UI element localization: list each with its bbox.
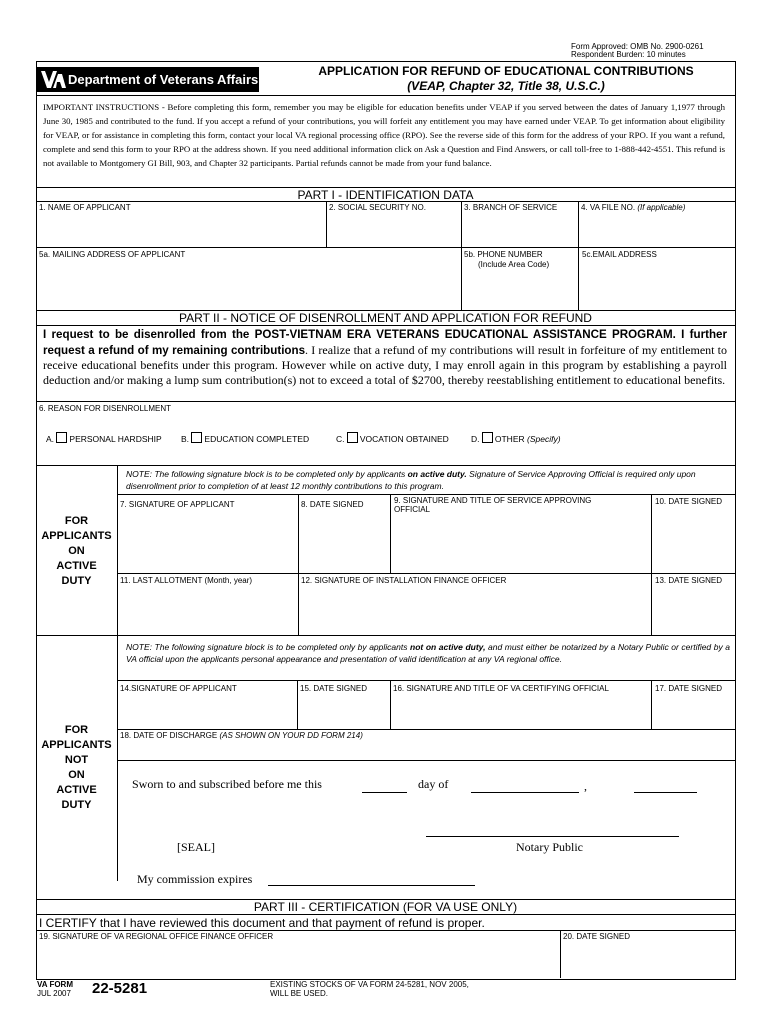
reason-for-disenrollment-label: 6. REASON FOR DISENROLLMENT [39, 404, 172, 413]
reason-option-a[interactable]: A. PERSONAL HARDSHIP [46, 434, 162, 444]
date-signed-8-field[interactable] [299, 510, 389, 572]
date-signed-20-label: 20. DATE SIGNED [563, 932, 630, 941]
checkbox-other[interactable] [482, 432, 493, 443]
sig-finance-officer-12-field[interactable] [299, 586, 650, 634]
last-allotment-11-field[interactable] [118, 586, 297, 634]
footer-stocks-2: WILL BE USED. [270, 989, 328, 998]
date-signed-15-label: 15. DATE SIGNED [300, 684, 367, 693]
form-subtitle: (VEAP, Chapter 32, Title 38, U.S.C.) [407, 79, 605, 93]
agency-name: Department of Veterans Affairs [68, 72, 259, 87]
phone-number-field[interactable] [462, 270, 577, 309]
sig-applicant-14-label: 14.SIGNATURE OF APPLICANT [120, 684, 237, 693]
footer-date: JUL 2007 [37, 989, 71, 998]
footer-va-form: VA FORM [37, 980, 73, 989]
part3-heading: PART III - CERTIFICATION (FOR VA USE ONLY) [253, 900, 518, 914]
date-signed-13-label: 13. DATE SIGNED [655, 576, 722, 585]
reason-option-d[interactable]: D. OTHER (Specify) [471, 434, 561, 444]
sig-va-certifying-16-field[interactable] [391, 694, 650, 728]
checkbox-personal-hardship[interactable] [56, 432, 67, 443]
last-allotment-11-label: 11. LAST ALLOTMENT (Month, year) [120, 576, 253, 585]
active-duty-side-label: FOR APPLICANTS ON ACTIVE DUTY [41, 515, 112, 587]
comma: , [584, 779, 587, 793]
date-signed-10-field[interactable] [652, 510, 734, 572]
reason-option-c[interactable]: C. VOCATION OBTAINED [336, 434, 449, 444]
commission-expires-label: My commission expires [137, 872, 253, 886]
reason-option-b[interactable]: B. EDUCATION COMPLETED [181, 434, 310, 444]
certify-statement: I CERTIFY that I have reviewed this document and that payment of refund is proper. [39, 916, 485, 930]
date-signed-15-field[interactable] [298, 694, 389, 728]
date-of-discharge-18-field[interactable] [118, 741, 734, 759]
branch-of-service-field[interactable] [462, 212, 577, 246]
date-of-discharge-18-label: 18. DATE OF DISCHARGE (AS SHOWN ON YOUR DD FORM 214) [120, 731, 363, 740]
part1-heading: PART I - IDENTIFICATION DATA [297, 188, 474, 202]
sig-applicant-7-field[interactable] [118, 510, 297, 572]
not-active-duty-side-label: FOR APPLICANTS NOT ON ACTIVE DUTY [41, 724, 112, 811]
day-of-label: day of [418, 777, 449, 791]
sig-service-official-9-field[interactable] [391, 516, 650, 572]
phone-number-label: 5b. PHONE NUMBER [464, 250, 543, 259]
sig-finance-officer-19-label: 19. SIGNATURE OF VA REGIONAL OFFICE FINANCE OFFICER [39, 932, 274, 941]
commission-expires-blank[interactable] [268, 885, 475, 886]
footer-stocks-1: EXISTING STOCKS OF VA FORM 24-5281, NOV 2005, [270, 980, 469, 989]
phone-number-note: (Include Area Code) [478, 260, 550, 269]
ssn-label: 2. SOCIAL SECURITY NO. [329, 203, 426, 212]
notary-signature-line[interactable] [426, 836, 679, 837]
date-signed-17-label: 17. DATE SIGNED [655, 684, 722, 693]
sworn-statement: Sworn to and subscribed before me this [132, 777, 322, 791]
checkbox-vocation-obtained[interactable] [347, 432, 358, 443]
sig-finance-officer-19-field[interactable] [37, 942, 559, 977]
seal-label: [SEAL] [177, 840, 215, 854]
sig-applicant-14-field[interactable] [118, 694, 296, 728]
checkbox-education-completed[interactable] [191, 432, 202, 443]
date-signed-20-field[interactable] [561, 942, 733, 977]
sig-finance-officer-12-label: 12. SIGNATURE OF INSTALLATION FINANCE OFFICER [301, 576, 507, 585]
email-address-field[interactable] [579, 260, 733, 309]
branch-of-service-label: 3. BRANCH OF SERVICE [464, 203, 558, 212]
respondent-burden: Respondent Burden: 10 minutes [571, 50, 686, 59]
active-duty-note: NOTE: The following signature block is to be completed only by applicants on active duty. Signature of Service Approving Official is required only upon disenrollment prior to completion of at least 12 monthly contributions to this program. [126, 469, 696, 491]
not-active-duty-note: NOTE: The following signature block is to be completed only by applicants not on active duty, and must either be notarized by a Notary Public or certified by a VA official upon the applicants personal appearance and presentation of valid identification at any VA regional office. [126, 642, 730, 664]
sworn-year-blank[interactable] [634, 792, 697, 793]
mailing-address-field[interactable] [37, 260, 459, 309]
notary-public-label: Notary Public [516, 840, 583, 854]
form-title: APPLICATION FOR REFUND OF EDUCATIONAL CONTRIBUTIONS [318, 64, 694, 78]
date-signed-8-label: 8. DATE SIGNED [301, 500, 364, 509]
date-signed-10-label: 10. DATE SIGNED [655, 497, 722, 506]
important-instructions: IMPORTANT INSTRUCTIONS - Before completing this form, remember you may be eligible for education benefits under VEAP if you served between the dates of January 1,1977 through June 30, 1985 and contributed to the fund. If you accept a refund of your contributions, you will forfeit any entitlement you may have earned under VEAP. To get information about eligibility for VEAP, or for assistance in completing this form, contact your local VA regional processing office (RPO). See the reverse side of this form for the address of your RPO. If you want a refund, complete and send this form to your RPO at the address shown. If you need additional information click on Ask a Question and Find Answers, or call toll-free to 1-888-442-4551. This refund is not available to Montgomery GI Bill, 903, and Chapter 32 participants. Partial refunds cannot be made from your fund balance. [43, 102, 725, 168]
disenrollment-statement: I request to be disenrolled from the POST-VIETNAM ERA VETERANS EDUCATIONAL ASSISTANCE PROGRAM. I further request a refund of my remaining contributions. I realize that a refund of my contributions will result in forfeiture of my entitlement to receive educational benefits under this program. However while on active duty, I may enroll again in this program by establishing a payroll deduction and/or making a lump sum contribution(s) not to exceed a total of $2700, thereby reestablishing entitlement to educational benefits. [43, 328, 728, 387]
va-file-no-field[interactable] [579, 212, 733, 246]
date-signed-17-field[interactable] [652, 694, 734, 728]
sworn-day-blank[interactable] [362, 792, 407, 793]
va-file-no-label: 4. VA FILE NO. (If applicable) [581, 203, 686, 212]
sig-service-official-9-label: 9. SIGNATURE AND TITLE OF SERVICE APPROVING OFFICIAL [394, 496, 592, 514]
mailing-address-label: 5a. MAILING ADDRESS OF APPLICANT [39, 250, 186, 259]
name-of-applicant-field[interactable] [37, 212, 325, 246]
sig-va-certifying-16-label: 16. SIGNATURE AND TITLE OF VA CERTIFYING OFFICIAL [393, 684, 609, 693]
sig-applicant-7-label: 7. SIGNATURE OF APPLICANT [120, 500, 235, 509]
footer-form-number: 22-5281 [92, 980, 148, 997]
name-of-applicant-label: 1. NAME OF APPLICANT [39, 203, 131, 212]
part2-heading: PART II - NOTICE OF DISENROLLMENT AND APPLICATION FOR REFUND [179, 311, 592, 325]
omb-number: Form Approved: OMB No. 2900-0261 [571, 42, 704, 51]
sworn-month-blank[interactable] [471, 792, 579, 793]
ssn-field[interactable] [327, 212, 460, 246]
date-signed-13-field[interactable] [652, 586, 734, 634]
email-address-label: 5c.EMAIL ADDRESS [582, 250, 657, 259]
